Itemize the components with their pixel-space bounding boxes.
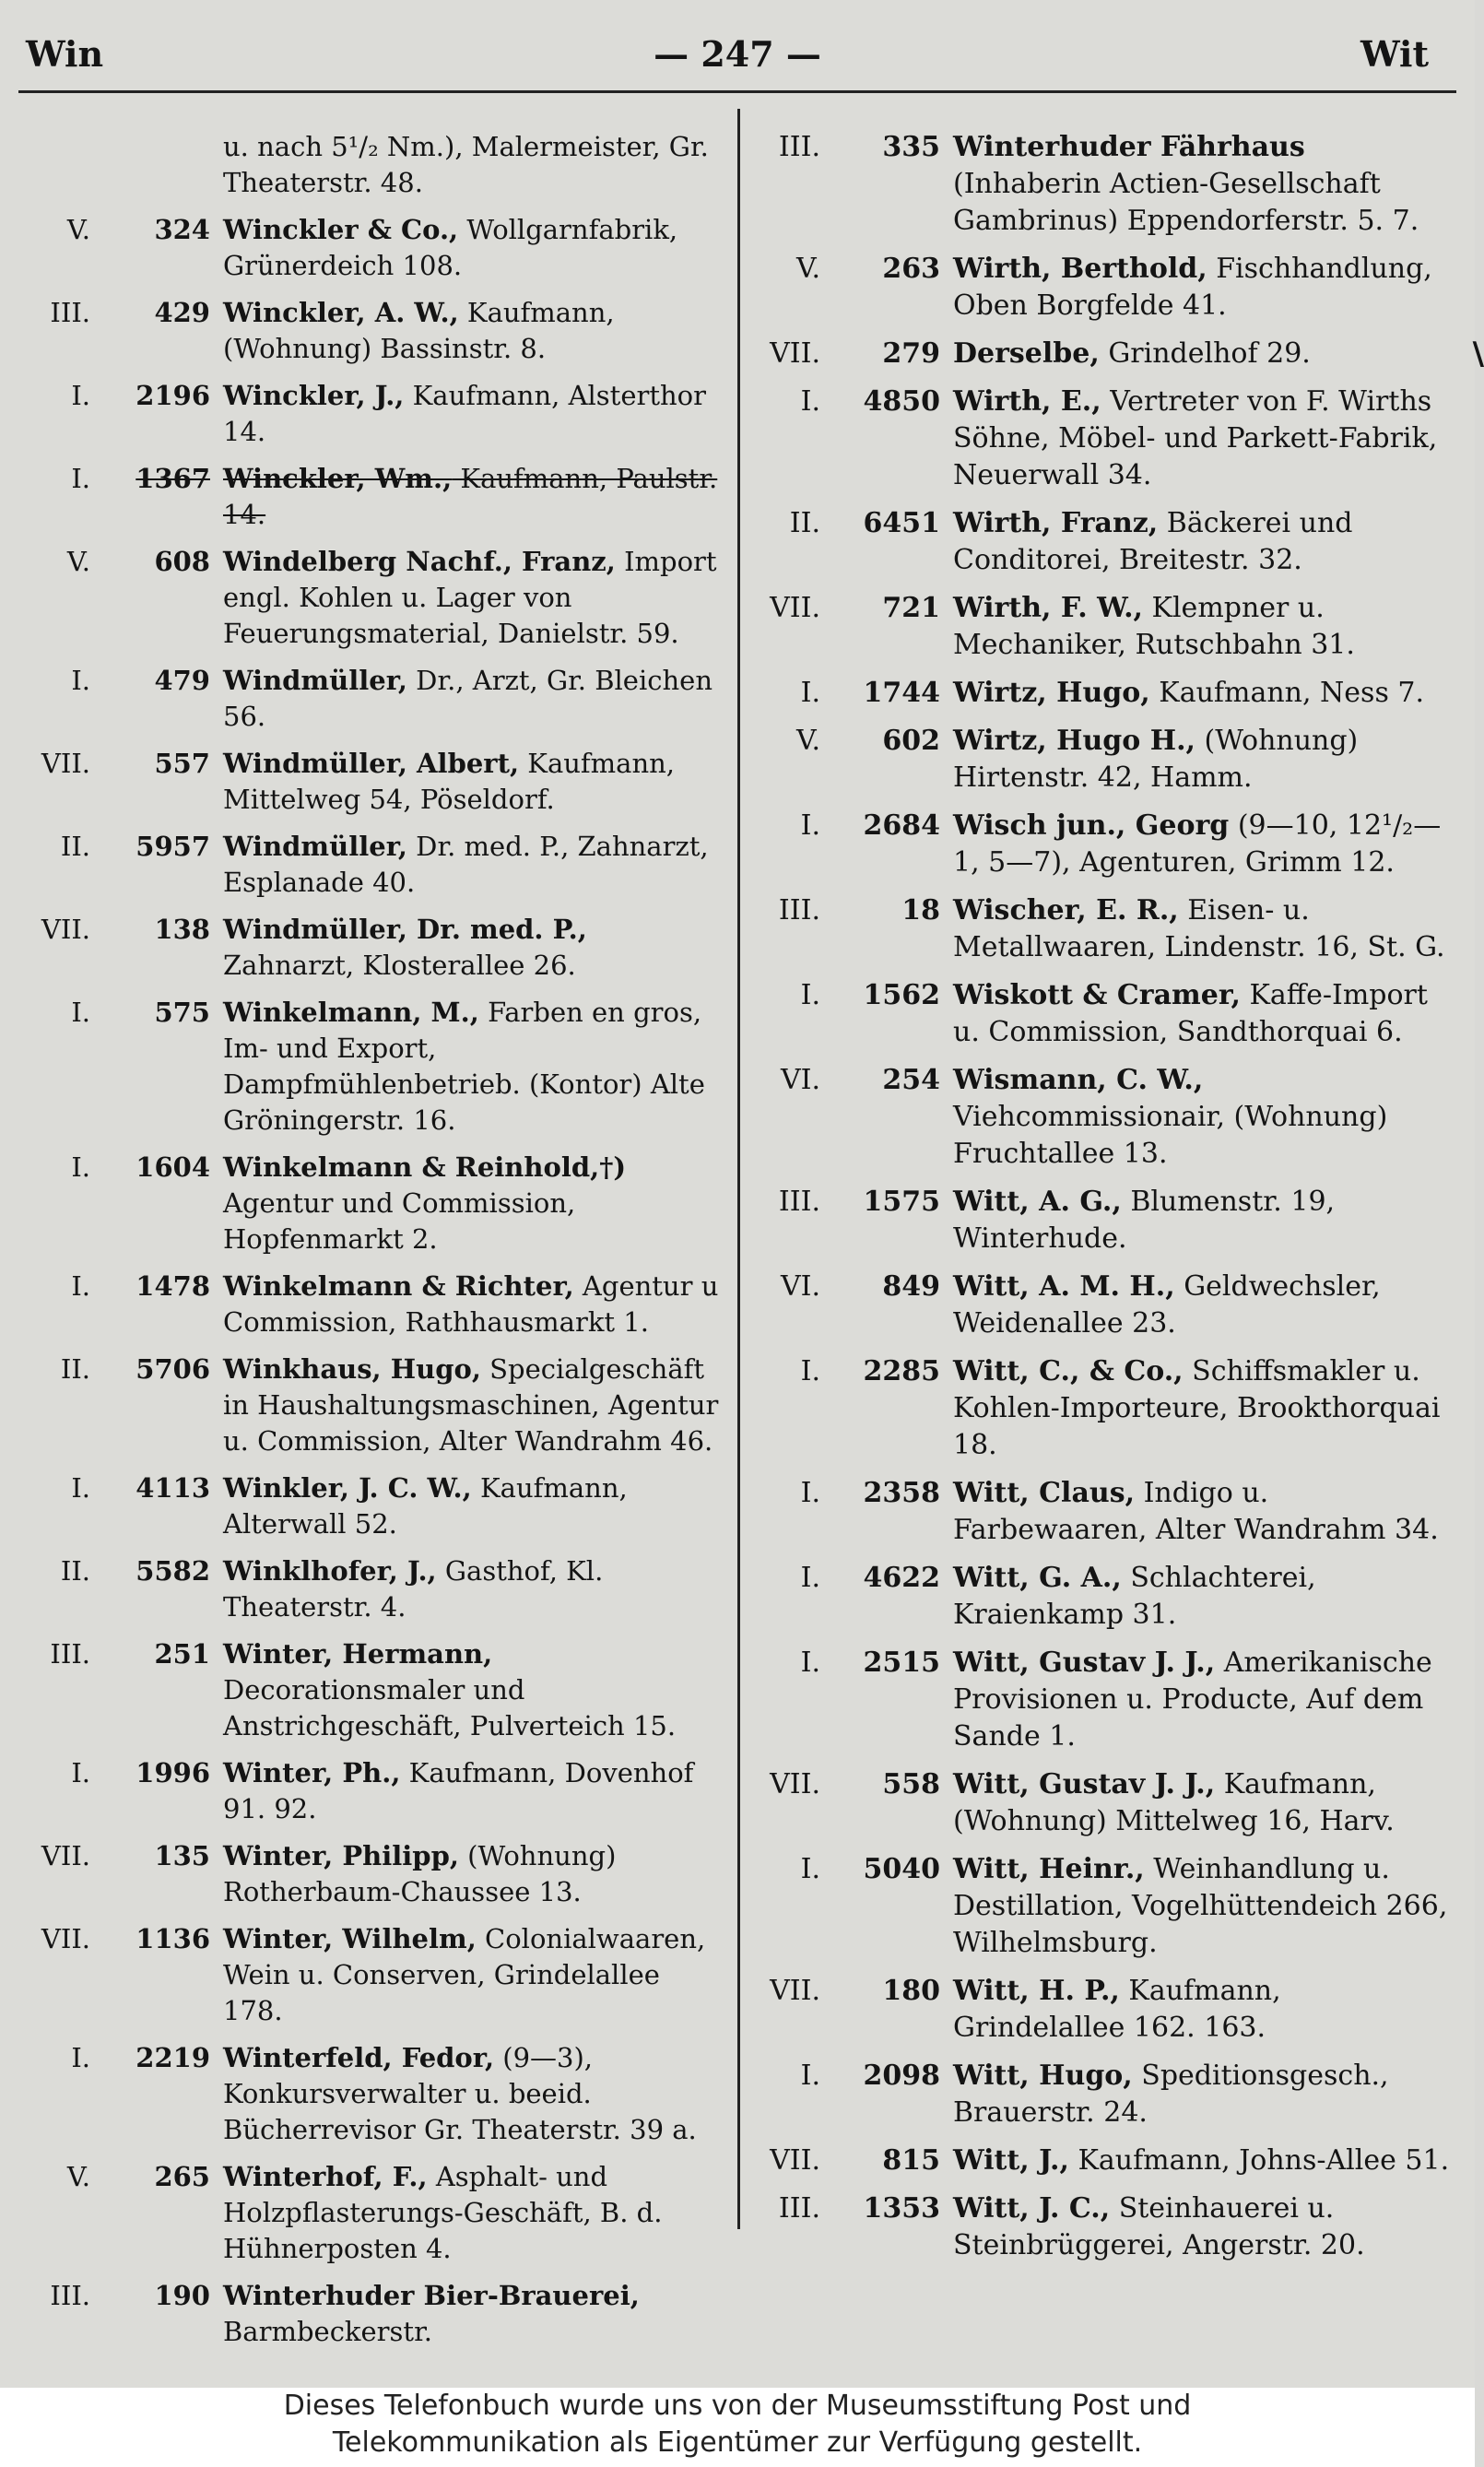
phone-number: 1353	[863, 2192, 940, 2225]
phone-number: 135	[154, 1840, 210, 1871]
district-number: II.	[60, 831, 90, 862]
district-number: I.	[71, 997, 90, 1028]
subscriber-name: Winckler, A. W.,	[223, 297, 459, 328]
phone-number: 4850	[863, 385, 940, 418]
district-number: V.	[796, 253, 820, 285]
subscriber-name: Windmüller,	[223, 665, 407, 696]
subscriber-name: Winter, Philipp,	[223, 1840, 459, 1871]
subscriber-details: Amerikanische Provisionen u. Producte, Auf dem Sande 1.	[953, 1647, 1432, 1753]
directory-entry	[26, 129, 726, 201]
district-number: II.	[789, 507, 820, 539]
directory-entry	[756, 1560, 1456, 1634]
subscriber-name: Winterhuder Bier-Brauerei,	[223, 2280, 640, 2311]
subscriber-details: Dr. med. P., Zahnarzt, Esplanade 40.	[223, 831, 709, 898]
subscriber-name: Windmüller,	[223, 831, 407, 862]
phone-number: 429	[154, 297, 210, 328]
directory-entry	[26, 544, 726, 652]
district-number: VII.	[770, 1975, 820, 2007]
directory-entry	[26, 746, 726, 818]
district-number: VII.	[41, 914, 90, 945]
column-divider	[737, 109, 740, 2229]
left-column	[26, 129, 726, 2361]
subscriber-details: Gasthof, Kl. Theaterstr. 4.	[223, 1555, 604, 1623]
subscriber-name: Winkelmann & Richter,	[223, 1270, 574, 1302]
subscriber-details: Vertreter von F. Wirths Söhne, Möbel- und Parkett-Fabrik, Neuerwall 34.	[953, 385, 1438, 491]
subscriber-details: Klempner u. Mechaniker, Rutschbahn 31.	[953, 592, 1355, 661]
directory-entry	[756, 129, 1456, 240]
footer-line-2: Telekommunikation als Eigentümer zur Verfügung gestellt.	[332, 2426, 1143, 2459]
entry-text	[223, 1470, 726, 1542]
district-number: I.	[800, 1562, 820, 1594]
subscriber-details: (Wohnung) Rotherbaum-Chaussee 13.	[223, 1840, 617, 1907]
directory-entry	[756, 505, 1456, 579]
directory-entry	[756, 1766, 1456, 1840]
directory-entry	[756, 2142, 1456, 2179]
directory-entry	[26, 2040, 726, 2148]
subscriber-details: Viehcommissionair, (Wohnung) Fruchtallee 13.	[953, 1101, 1388, 1170]
phone-number: 1367	[135, 463, 210, 494]
entry-text	[953, 1645, 1456, 1755]
subscriber-details: Bäckerei und Conditorei, Breitestr. 32.	[953, 507, 1353, 576]
phone-number: 263	[882, 253, 940, 285]
subscriber-details: Eisen- u. Metallwaaren, Lindenstr. 16, St. G.	[953, 894, 1445, 963]
subscriber-details: Colonialwaaren, Wein u. Conserven, Grindelallee 178.	[223, 1923, 706, 2026]
subscriber-name: Winckler, Wm.,	[223, 463, 453, 494]
phone-number: 479	[154, 665, 210, 696]
phone-number: 1136	[135, 1923, 210, 1954]
phone-number: 575	[154, 997, 210, 1028]
subscriber-name: Witt, Hugo,	[953, 2060, 1133, 2092]
district-number: I.	[71, 1472, 90, 1504]
subscriber-name: Wirth, Franz,	[953, 507, 1159, 539]
subscriber-name: Winklhofer, J.,	[223, 1555, 437, 1587]
subscriber-name: Windmüller, Dr. med. P.,	[223, 914, 587, 945]
directory-entry	[26, 212, 726, 284]
entry-text	[223, 129, 726, 201]
entry-text	[223, 2159, 726, 2267]
directory-entry	[756, 675, 1456, 712]
footer-notice	[0, 2388, 1475, 2467]
directory-entry	[26, 461, 726, 533]
subscriber-details: Kaufmann, (Wohnung) Bassinstr. 8.	[223, 297, 615, 364]
directory-entry	[756, 1269, 1456, 1342]
phone-number: 815	[882, 2144, 940, 2177]
district-number: VI.	[780, 1064, 820, 1096]
subscriber-name: Witt, C., & Co.,	[953, 1355, 1184, 1387]
district-number: I.	[800, 1647, 820, 1679]
subscriber-details: Kaufmann, Johns-Allee 51.	[1068, 2144, 1450, 2177]
subscriber-details: Fischhandlung, Oben Borgfelde 41.	[953, 253, 1432, 322]
district-number: III.	[778, 131, 820, 163]
district-number: I.	[800, 385, 820, 418]
phone-number: 558	[882, 1768, 940, 1800]
subscriber-details: Asphalt- und Holzpflasterungs-Geschäft, B. d. Hühnerposten 4.	[223, 2161, 663, 2264]
district-number: I.	[71, 2042, 90, 2073]
directory-entry	[26, 1755, 726, 1827]
entry-text	[953, 336, 1456, 372]
phone-number: 2098	[863, 2060, 940, 2092]
subscriber-name: Witt, J. C.,	[953, 2192, 1111, 2225]
entry-text	[953, 1184, 1456, 1257]
district-number: III.	[50, 2280, 90, 2311]
subscriber-name: Winter, Hermann,	[223, 1638, 493, 1670]
subscriber-details: Agentur und Commission, Hopfenmarkt 2.	[223, 1187, 576, 1255]
entry-text	[223, 912, 726, 984]
directory-entry	[26, 1636, 726, 1744]
phone-number: 2196	[135, 380, 210, 411]
phone-number: 1744	[863, 677, 940, 709]
subscriber-name: Witt, Gustav J. J.,	[953, 1768, 1216, 1800]
subscriber-details: Kaufmann, Alsterthor 14.	[223, 380, 707, 447]
subscriber-details: Dr., Arzt, Gr. Bleichen 56.	[223, 665, 713, 732]
entry-text	[953, 1353, 1456, 1464]
entry-text	[223, 1755, 726, 1827]
entry-text	[953, 1560, 1456, 1634]
entry-text	[953, 1766, 1456, 1840]
entry-text	[953, 129, 1456, 240]
phone-number: 1575	[863, 1186, 940, 1218]
district-number: III.	[778, 2192, 820, 2225]
district-number: I.	[71, 380, 90, 411]
phone-number: 4113	[135, 1472, 210, 1504]
directory-entry	[756, 1184, 1456, 1257]
entry-text	[953, 892, 1456, 966]
subscriber-details: Zahnarzt, Klosterallee 26.	[223, 950, 576, 981]
phone-number: 1604	[135, 1151, 210, 1183]
subscriber-details: Decorationsmaler und Anstrichgeschäft, Pulverteich 15.	[223, 1674, 677, 1741]
directory-entry	[756, 1973, 1456, 2047]
subscriber-name: Winterhof, F.,	[223, 2161, 428, 2192]
directory-entry	[26, 1269, 726, 1340]
directory-entry	[756, 251, 1456, 325]
directory-entry	[26, 1838, 726, 1910]
phone-number: 324	[154, 214, 210, 245]
district-number: III.	[50, 1638, 90, 1670]
district-number: II.	[60, 1555, 90, 1587]
directory-entry	[756, 590, 1456, 664]
entry-text	[953, 1269, 1456, 1342]
subscriber-name: Winterhuder Fährhaus	[953, 131, 1305, 163]
subscriber-details: Schlachterei, Kraienkamp 31.	[953, 1562, 1316, 1631]
district-number: VII.	[41, 1840, 90, 1871]
subscriber-details: Blumenstr. 19, Winterhude.	[953, 1186, 1336, 1255]
entry-text	[953, 2058, 1456, 2131]
subscriber-name: Windelberg Nachf., Franz,	[223, 546, 616, 577]
phone-number: 180	[882, 1975, 940, 2007]
district-number: I.	[800, 677, 820, 709]
phone-number: 4622	[863, 1562, 940, 1594]
phone-number: 557	[154, 748, 210, 779]
directory-entry	[756, 1353, 1456, 1464]
subscriber-name: Winckler, J.,	[223, 380, 405, 411]
district-number: I.	[71, 1151, 90, 1183]
subscriber-name: Witt, A. G.,	[953, 1186, 1122, 1218]
directory-entry	[756, 1645, 1456, 1755]
subscriber-name: Winkelmann & Reinhold,†)	[223, 1151, 627, 1183]
subscriber-name: Witt, A. M. H.,	[953, 1270, 1175, 1303]
entry-text	[953, 977, 1456, 1051]
phone-number: 721	[882, 592, 940, 624]
district-number: I.	[71, 1757, 90, 1788]
district-number: III.	[50, 297, 90, 328]
district-number: VII.	[770, 337, 820, 370]
page-number: — 247 —	[654, 33, 821, 75]
phone-number: 1996	[135, 1757, 210, 1788]
directory-entry	[756, 336, 1484, 372]
phone-number: 2684	[863, 809, 940, 842]
phone-number: 608	[154, 546, 210, 577]
phone-number: 5582	[135, 1555, 210, 1587]
district-number: V.	[66, 214, 90, 245]
phone-number: 2358	[863, 1477, 940, 1509]
entry-text	[223, 663, 726, 735]
district-number: V.	[796, 725, 820, 757]
page-header	[0, 28, 1475, 83]
phone-number: 1478	[135, 1270, 210, 1302]
entry-text	[223, 1636, 726, 1744]
subscriber-details: Import engl. Kohlen u. Lager von Feuerungsmaterial, Danielstr. 59.	[223, 546, 717, 649]
phone-number: 251	[154, 1638, 210, 1670]
district-number: I.	[71, 1270, 90, 1302]
subscriber-name: Wismann, C. W.,	[953, 1064, 1204, 1096]
subscriber-details: Barmbeckerstr.	[223, 2316, 432, 2347]
subscriber-details: Wollgarnfabrik, Grünerdeich 108.	[223, 214, 678, 281]
subscriber-details: Kaufmann, Paulstr. 14.	[223, 463, 718, 530]
footer-line-1: Dieses Telefonbuch wurde uns von der Museumsstiftung Post und	[283, 2390, 1192, 2422]
subscriber-details: Kaufmann, Ness 7.	[1149, 677, 1425, 709]
directory-entry	[26, 295, 726, 367]
phone-number: 602	[882, 725, 940, 757]
entry-text	[953, 1973, 1456, 2047]
subscriber-details: Geldwechsler, Weidenallee 23.	[953, 1270, 1381, 1340]
district-number: V.	[66, 546, 90, 577]
phone-number: 2219	[135, 2042, 210, 2073]
phone-number: 2515	[863, 1647, 940, 1679]
subscriber-name: Witt, Gustav J. J.,	[953, 1647, 1216, 1679]
subscriber-name: Wisch jun., Georg	[953, 809, 1230, 842]
phone-number: 5706	[135, 1353, 210, 1385]
entry-text	[223, 1352, 726, 1459]
entry-text	[953, 808, 1456, 881]
subscriber-name: Wiskott & Cramer,	[953, 979, 1241, 1011]
phone-number: 254	[882, 1064, 940, 1096]
district-number: I.	[800, 2060, 820, 2092]
directory-entry	[26, 1150, 726, 1257]
phone-number: 190	[154, 2280, 210, 2311]
subscriber-details: Specialgeschäft in Haushaltungsmaschinen, Agentur u. Commission, Alter Wandrahm 46.	[223, 1353, 719, 1457]
phone-number: 279	[882, 337, 940, 370]
entry-text	[223, 2278, 726, 2350]
subscriber-name: Witt, Claus,	[953, 1477, 1136, 1509]
subscriber-details: Schiffsmakler u. Kohlen-Importeure, Brookthorquai 18.	[953, 1355, 1441, 1461]
district-number: III.	[778, 1186, 820, 1218]
district-number: VII.	[770, 1768, 820, 1800]
phone-number: 1562	[863, 979, 940, 1011]
entry-text	[953, 505, 1456, 579]
directory-entry	[756, 2190, 1456, 2264]
header-rule	[18, 90, 1456, 93]
subscriber-details: Kaufmann, Dovenhof 91. 92.	[223, 1757, 694, 1824]
district-number: I.	[71, 665, 90, 696]
directory-entry	[26, 995, 726, 1139]
subscriber-details: (9—3), Konkursverwalter u. beeid. Bücherrevisor Gr. Theaterstr. 39 a.	[223, 2042, 697, 2145]
subscriber-name: Wirtz, Hugo H.,	[953, 725, 1195, 757]
entry-text	[953, 723, 1456, 797]
directory-entry	[756, 384, 1456, 494]
district-number: I.	[800, 1853, 820, 1885]
entry-text	[953, 384, 1456, 494]
entry-text	[223, 1838, 726, 1910]
entry-text	[953, 1062, 1456, 1173]
subscriber-details: Steinhauerei u. Steinbrüggerei, Angerstr. 20.	[953, 2192, 1365, 2261]
district-number: VII.	[41, 748, 90, 779]
subscriber-details: Agentur u Commission, Rathhausmarkt 1.	[223, 1270, 719, 1338]
entry-text	[223, 461, 726, 533]
subscriber-name: Winterfeld, Fedor,	[223, 2042, 495, 2073]
subscriber-name: Witt, Heinr.,	[953, 1853, 1145, 1885]
directory-entry	[26, 1352, 726, 1459]
header-left-keyword: Win	[26, 33, 104, 75]
entry-text	[223, 1921, 726, 2029]
subscriber-details: Grindelhof 29.	[1099, 337, 1311, 370]
entry-text	[953, 2190, 1456, 2264]
entry-text	[223, 544, 726, 652]
entry-text	[223, 212, 726, 284]
directory-entry	[26, 2159, 726, 2267]
district-number: VII.	[770, 592, 820, 624]
subscriber-name: Witt, J.,	[953, 2144, 1069, 2177]
district-number: I.	[800, 809, 820, 842]
subscriber-name: Wischer, E. R.,	[953, 894, 1179, 927]
directory-entry	[26, 1470, 726, 1542]
entry-text	[223, 1269, 726, 1340]
district-number: VI.	[780, 1270, 820, 1303]
entry-text	[223, 1150, 726, 1257]
phone-number: 335	[882, 131, 940, 163]
district-number: I.	[800, 1477, 820, 1509]
subscriber-details: Weinhandlung u. Destillation, Vogelhüttendeich 266, Wilhelmsburg.	[953, 1853, 1448, 1959]
directory-entry	[26, 1553, 726, 1625]
phone-number: 265	[154, 2161, 210, 2192]
district-number: VII.	[41, 1923, 90, 1954]
directory-entry	[756, 977, 1456, 1051]
header-right-keyword: Wit	[1360, 33, 1429, 75]
directory-entry	[756, 1062, 1456, 1173]
directory-entry	[756, 808, 1456, 881]
subscriber-name: Winkhaus, Hugo,	[223, 1353, 481, 1385]
entry-text	[953, 675, 1456, 712]
entry-text	[953, 2142, 1456, 2179]
subscriber-name: Winkler, J. C. W.,	[223, 1472, 472, 1504]
subscriber-details: Speditionsgesch., Brauerstr. 24.	[953, 2060, 1389, 2129]
entry-text	[223, 1553, 726, 1625]
subscriber-name: Winkelmann, M.,	[223, 997, 479, 1028]
phone-number: 138	[154, 914, 210, 945]
district-number: I.	[800, 1355, 820, 1387]
subscriber-details: Kaufmann, Alterwall 52.	[223, 1472, 628, 1540]
subscriber-details: Indigo u. Farbewaaren, Alter Wandrahm 34.	[953, 1477, 1439, 1546]
directory-entry	[756, 1475, 1456, 1549]
directory-entry	[26, 829, 726, 901]
district-number: V.	[66, 2161, 90, 2192]
phone-number: 849	[882, 1270, 940, 1303]
directory-entry	[756, 1851, 1456, 1962]
district-number: III.	[778, 894, 820, 927]
directory-entry	[26, 2278, 726, 2350]
subscriber-details: Kaufmann, Grindelallee 162. 163.	[953, 1975, 1281, 2044]
phone-number: 5040	[863, 1853, 940, 1885]
directory-entry	[26, 1921, 726, 2029]
directory-entry	[756, 2058, 1456, 2131]
right-column	[756, 129, 1484, 2275]
subscriber-name: Wirth, E.,	[953, 385, 1101, 418]
subscriber-name: Derselbe,	[953, 337, 1100, 370]
subscriber-details: Kaffe-Import u. Commission, Sandthorquai 6.	[953, 979, 1428, 1048]
district-number: VII.	[770, 2144, 820, 2177]
subscriber-name: Windmüller, Albert,	[223, 748, 520, 779]
entry-text	[953, 1475, 1456, 1549]
entry-text	[953, 1851, 1456, 1962]
subscriber-name: Winter, Wilhelm,	[223, 1923, 477, 1954]
district-number: I.	[71, 463, 90, 494]
phone-number: 5957	[135, 831, 210, 862]
district-number: I.	[800, 979, 820, 1011]
directory-entry	[26, 663, 726, 735]
subscriber-name: Witt, H. P.,	[953, 1975, 1120, 2007]
directory-entry	[26, 912, 726, 984]
phone-number: 18	[901, 894, 940, 927]
directory-entry	[756, 892, 1456, 966]
entry-text	[223, 829, 726, 901]
subscriber-name: Winter, Ph.,	[223, 1757, 401, 1788]
handwritten-mark: \	[1472, 336, 1484, 372]
phone-number: 2285	[863, 1355, 940, 1387]
entry-text	[953, 590, 1456, 664]
directory-entry	[26, 378, 726, 450]
subscriber-name: Winckler & Co.,	[223, 214, 459, 245]
entry-text	[223, 295, 726, 367]
subscriber-details: Kaufmann, Mittelweg 54, Pöseldorf.	[223, 748, 676, 815]
subscriber-details: Farben en gros, Im- und Export, Dampfmühlenbetrieb. (Kontor) Alte Gröningerstr. 16.	[223, 997, 705, 1136]
subscriber-details: u. nach 5¹/₂ Nm.), Malermeister, Gr. Theaterstr. 48.	[223, 131, 709, 198]
entry-text	[223, 995, 726, 1139]
subscriber-name: Wirtz, Hugo,	[953, 677, 1150, 709]
directory-entry	[756, 723, 1456, 797]
subscriber-name: Wirth, F. W.,	[953, 592, 1144, 624]
phone-number: 6451	[863, 507, 940, 539]
entry-text	[223, 746, 726, 818]
subscriber-name: Wirth, Berthold,	[953, 253, 1207, 285]
subscriber-details: (9—10, 12¹/₂—1, 5—7), Agenturen, Grimm 12.	[953, 809, 1442, 879]
subscriber-details: (Inhaberin Actien-Gesellschaft Gambrinus) Eppendorferstr. 5. 7.	[953, 168, 1419, 237]
subscriber-details: Kaufmann, (Wohnung) Mittelweg 16, Harv.	[953, 1768, 1395, 1837]
entry-text	[223, 2040, 726, 2148]
entry-text	[223, 378, 726, 450]
subscriber-details: (Wohnung) Hirtenstr. 42, Hamm.	[953, 725, 1359, 794]
entry-text	[953, 251, 1456, 325]
subscriber-name: Witt, G. A.,	[953, 1562, 1122, 1594]
district-number: II.	[60, 1353, 90, 1385]
